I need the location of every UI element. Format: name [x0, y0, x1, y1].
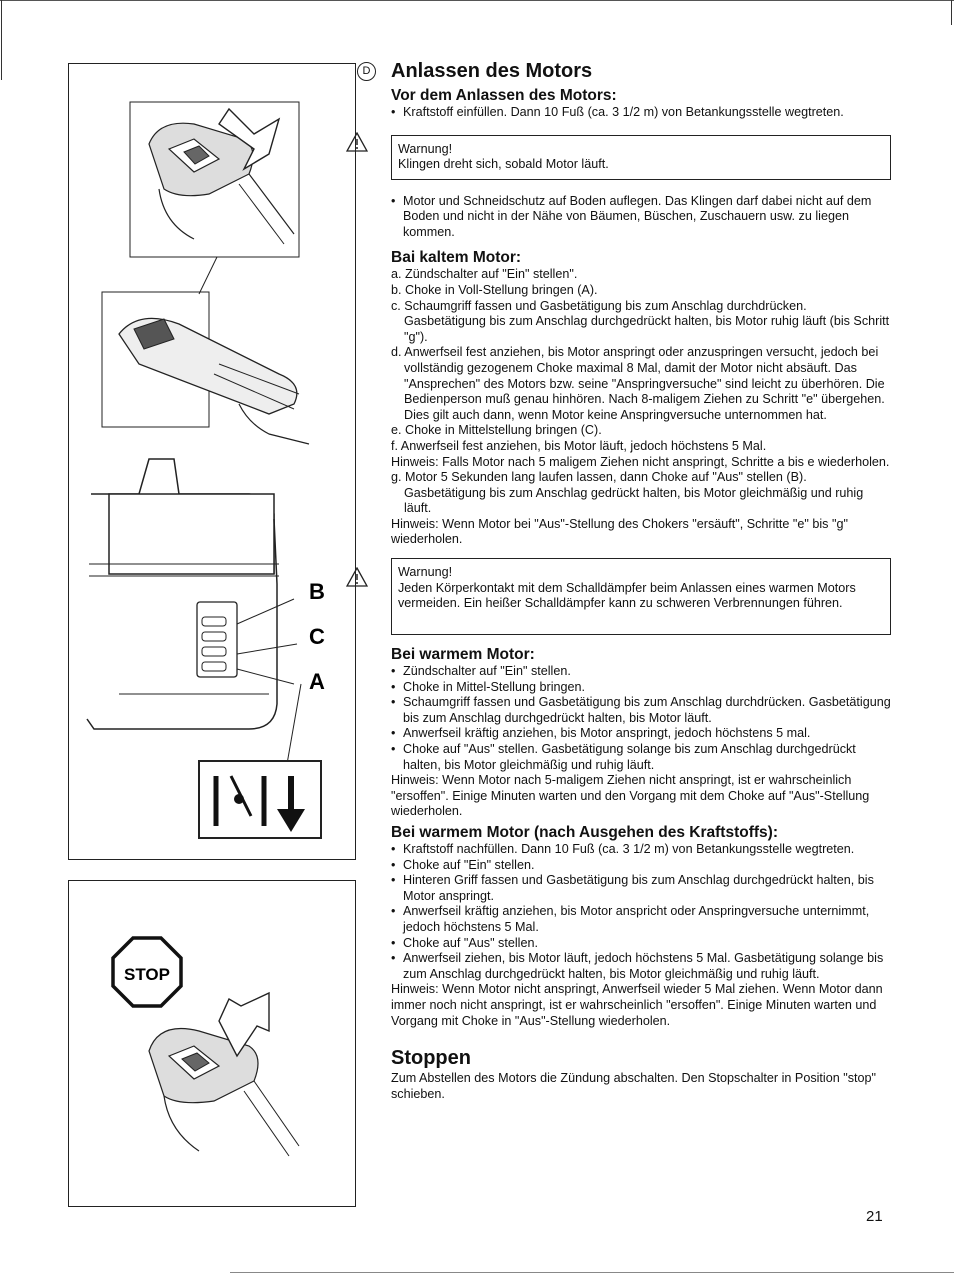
- before-start-list-2: [391, 194, 891, 241]
- cold-hint-2: Hinweis: Wenn Motor bei "Aus"-Stellung des Chokers "ersäuft", Schritte "e" bis "g" wiederholen.: [391, 516, 848, 547]
- section-marker: D: [357, 62, 376, 81]
- step-a: a. Zündschalter auf "Ein" stellen".: [391, 267, 578, 282]
- warning-text: Jeden Körperkontakt mit dem Schalldämpfer beim Anlassen eines warmen Motors vermeiden. Ein heißer Schalldämpfer kann zu schweren Verbrennungen führen.: [398, 580, 856, 611]
- list-item: • Choke in Mittel-Stellung bringen.: [391, 680, 891, 696]
- bottom-rule: [230, 1272, 954, 1273]
- page-title: [362, 58, 891, 84]
- list-item: • Motor und Schneidschutz auf Boden auflegen. Das Klingen darf dabei nicht auf dem Boden und nicht in der Nähe von Bäumen, Büschen, Zuschauern usw. zu liegen kommen.: [391, 194, 891, 241]
- page-title-text: Anlassen des Motors: [391, 60, 593, 82]
- top-rule: [0, 0, 954, 1]
- step-f: f. Anwerfseil fest anziehen, bis Motor läuft, jedoch höchstens 5 Mal.: [391, 438, 767, 453]
- list-item: • Choke auf "Aus" stellen.: [391, 936, 891, 952]
- step-d: d. Anwerfseil fest anziehen, bis Motor anspringt oder anzuspringen versucht, jedoch bei vollständig gezogenem Choke maximal 8 Mal, damit der Motor nicht absäuft. Das "Ansprechen" des Motors bzw. seine "Anspringversuche" sind leicht zu überhören. Die Bedienperson muß genau hinhören. Nach 8-maligem Ziehen zu Schritt "e" übergehen. Dies gilt auch dann, wenn Motor keine Anspringversuche unternommen hat.: [391, 345, 885, 422]
- list-item: • Zündschalter auf "Ein" stellen.: [391, 664, 891, 680]
- before-start-list: [391, 105, 891, 121]
- warning-box-blade: [391, 135, 891, 180]
- list-item: • Anwerfseil ziehen, bis Motor läuft, jedoch höchstens 5 Mal. Gasbetätigung solange bis zum Anschlag durchgedrückt halten, bis Motor gleichmäßig und ruhig läuft.: [391, 951, 891, 982]
- warning-title: Warnung!: [398, 141, 453, 156]
- warm-hint: Hinweis: Wenn Motor nach 5-maligem Ziehen nicht anspringt, ist er wahrscheinlich "ersoffen". Einige Minuten warten und den Vorgang mit dem Choke auf "Aus"-Stellung wiederholen.: [391, 773, 870, 819]
- step-c: c. Schaumgriff fassen und Gasbetätigung bis zum Anschlag durchdrücken. Gasbetätigung bis zum Anschlag durchgedrückt halten, bis Motor ruhig läuft (bis Schritt "g").: [391, 298, 890, 344]
- choke-label-a: A: [309, 669, 325, 694]
- list-item: • Anwerfseil kräftig anziehen, bis Motor anspringt, jedoch höchstens 5 mal.: [391, 726, 891, 742]
- list-item: • Schaumgriff fassen und Gasbetätigung bis zum Anschlag durchdrücken. Gasbetätigung bis zum Anschlag durchgedrückt halten, bis Motor läuft.: [391, 695, 891, 726]
- before-start-heading: Vor dem Anlassen des Motors:: [391, 87, 617, 104]
- list-item: • Kraftstoff nachfüllen. Dann 10 Fuß (ca. 3 1/2 m) von Betankungsstelle wegtreten.: [391, 842, 891, 858]
- warning-text: Klingen dreht sich, sobald Motor läuft.: [398, 157, 609, 172]
- cold-hint-1: Hinweis: Falls Motor nach 5 maligem Ziehen nicht anspringt, Schritte a bis e wiederholen.: [391, 454, 890, 469]
- step-g: g. Motor 5 Sekunden lang laufen lassen, dann Choke auf "Aus" stellen (B). Gasbetätigung bis zum Anschlag gedrückt halten, bis Motor gleichmäßig und ruhig läuft.: [391, 470, 864, 516]
- list-item: • Choke auf "Ein" stellen.: [391, 858, 891, 874]
- cold-engine-heading: Bai kaltem Motor:: [391, 249, 522, 267]
- list-item: • Hinteren Griff fassen und Gasbetätigung bis zum Anschlag durchgedrückt halten, bis Motor anspringt.: [391, 873, 891, 904]
- stop-sign-text: STOP: [124, 965, 170, 984]
- warning-triangle-icon: [346, 567, 368, 587]
- cold-engine-steps: [391, 267, 891, 454]
- warm-fuel-list: [391, 842, 891, 982]
- stop-heading: Stoppen: [391, 1047, 471, 1070]
- stop-text: Zum Abstellen des Motors die Zündung abschalten. Den Stopschalter in Position "stop" schieben.: [391, 1071, 876, 1101]
- choke-label-b: B: [309, 579, 325, 604]
- step-e: e. Choke in Mittelstellung bringen (C).: [391, 423, 602, 438]
- warm-engine-heading: Bei warmem Motor:: [391, 646, 535, 664]
- warning-box-muffler: [391, 558, 891, 635]
- right-margin-mark: [951, 0, 952, 25]
- page-number: 21: [866, 1208, 883, 1225]
- figure-stop-illustration: [68, 880, 356, 1207]
- list-item: • Choke auf "Aus" stellen. Gasbetätigung solange bis zum Anschlag durchgedrückt halten, bis Motor gleichmäßig und ruhig läuft.: [391, 742, 891, 773]
- choke-label-c: C: [309, 624, 325, 649]
- text-column: [362, 58, 891, 1102]
- warning-title: Warnung!: [398, 565, 453, 580]
- warm-engine-list: [391, 664, 891, 773]
- warning-triangle-icon: [346, 132, 368, 152]
- start-illustration-drawing: [69, 64, 355, 859]
- left-margin-mark: [1, 0, 2, 80]
- stop-illustration-drawing: [69, 881, 355, 1206]
- cold-engine-steps-2: [391, 470, 891, 517]
- list-item: • Anwerfseil kräftig anziehen, bis Motor anspricht oder Anspringversuche unternimmt, jedoch höchstens 5 Mal.: [391, 904, 891, 935]
- figure-start-illustration: [68, 63, 356, 860]
- warm-fuel-heading: Bei warmem Motor (nach Ausgehen des Kraftstoffs):: [391, 824, 778, 841]
- warm-fuel-hint: Hinweis: Wenn Motor nicht anspringt, Anwerfseil wieder 5 Mal ziehen. Wenn Motor dann immer noch nicht anspringt, ist er wahrscheinlich "ersoffen". Einige Minuten warten und Vorgang mit Choke in "Aus"-Stellung wiederholen.: [391, 982, 883, 1028]
- list-item: • Kraftstoff einfüllen. Dann 10 Fuß (ca. 3 1/2 m) von Betankungsstelle wegtreten.: [391, 105, 891, 121]
- step-b: b. Choke in Voll-Stellung bringen (A).: [391, 282, 598, 297]
